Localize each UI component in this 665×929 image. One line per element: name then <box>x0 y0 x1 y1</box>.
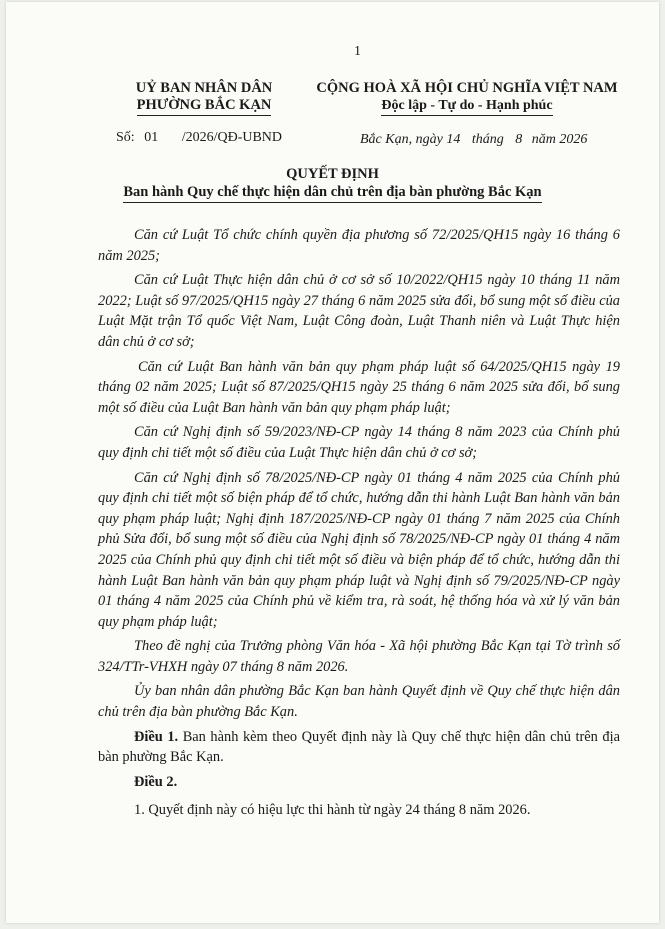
legal-basis-paragraph: Căn cứ Luật Tổ chức chính quyền địa phương số 72/2025/QH15 ngày 16 tháng 6 năm 2025; <box>98 227 620 264</box>
authority-line-1: UỶ BAN NHÂN DÂN <box>135 80 273 96</box>
legal-basis-paragraph: Căn cứ Luật Thực hiện dân chủ ở cơ sở số 10/2022/QH15 ngày 10 tháng 11 năm 2022; Luật số 97/2025/QH15 ngày 27 tháng 6 năm 2025 sửa đổi, bổ sung một số điều của Luật Mặt trận Tổ quốc Việt Nam, Luật Công đoàn, Luật Thanh niên và Luật Thực hiện dân chủ ở cơ sở; <box>98 272 620 350</box>
document-number <box>116 130 282 146</box>
document-body <box>98 225 620 825</box>
date-place: Bắc Kạn, ngày <box>360 132 443 147</box>
date-month: 8 <box>515 132 523 147</box>
country-name: CỘNG HOÀ XÃ HỘI CHỦ NGHĨA VIỆT NAM <box>316 80 618 96</box>
doc-number-suffix: /2026/QĐ-UBND <box>181 130 283 145</box>
article-1 <box>98 727 620 768</box>
proposal-paragraph: Theo đề nghị của Trưởng phòng Văn hóa - Xã hội phường Bắc Kạn tại Tờ trình số 324/TTr-VHXH ngày 07 tháng 8 năm 2026. <box>98 638 620 675</box>
subtitle-text: Ban hành Quy chế thực hiện dân chủ trên địa bàn phường Bắc Kạn <box>123 184 541 203</box>
legal-basis-paragraph: Căn cứ Nghị định số 78/2025/NĐ-CP ngày 01 tháng 4 năm 2025 của Chính phủ quy định chi tiết một số biện pháp để tổ chức, hướng dẫn thi hành Luật Ban hành văn bản quy phạm pháp luật; Nghị định 187/2025/NĐ-CP ngày 01 tháng 7 năm 2025 của Chính phủ Sửa đổi, bổ sung một số điều của Nghị định số 78/2025/NĐ-CP ngày 01 tháng 4 năm 2025 của Chính phủ quy định chi tiết một số điều và biện pháp để tổ chức, hướng dẫn thi hành Luật Ban hành văn bản quy phạm pháp luật và Nghị định số 79/2025/NĐ-CP ngày 01 tháng 4 năm 2025 của Chính phủ về kiểm tra, rà soát, hệ thống hóa và xử lý văn bản quy phạm pháp luật; <box>98 469 620 630</box>
legal-basis-paragraph: Căn cứ Nghị định số 59/2023/NĐ-CP ngày 14 tháng 8 năm 2023 của Chính phủ quy định chi tiết một số điều của Luật Thực hiện dân chủ ở cơ sở; <box>98 424 620 461</box>
document-title: QUYẾT ĐỊNH <box>286 166 379 182</box>
authority-line-2: PHƯỜNG BẮC KẠN <box>137 97 272 116</box>
date-year: 2026 <box>559 132 588 147</box>
article-2-item-1: 1. Quyết định này có hiệu lực thi hành từ ngày 24 tháng 8 năm 2026. <box>134 802 531 819</box>
article-1-label: Điều 1. <box>134 728 179 745</box>
issuing-authority <box>124 80 284 116</box>
motto: Độc lập - Tự do - Hạnh phúc <box>381 97 552 116</box>
decision-preamble: Ủy ban nhân dân phường Bắc Kạn ban hành Quyết định về Quy chế thực hiện dân chủ trên địa bàn phường Bắc Kạn. <box>98 683 620 721</box>
date-day: 14 <box>446 132 461 147</box>
issue-date <box>360 132 587 148</box>
doc-number-value: 01 <box>144 130 159 145</box>
page-number: 1 <box>354 44 361 59</box>
national-motto <box>306 80 628 116</box>
document-subtitle <box>6 184 659 203</box>
legal-basis-paragraph: Căn cứ Luật Ban hành văn bản quy phạm pháp luật số 64/2025/QH15 ngày 19 tháng 02 năm 2025; Luật số 87/2025/QH15 ngày 25 tháng 6 năm 2025 sửa đổi, bổ sung một số điều của Luật Ban hành văn bản quy phạm pháp luật; <box>98 358 620 416</box>
doc-number-label: Số: <box>116 130 135 145</box>
article-2-label: Điều 2. <box>134 773 178 790</box>
date-month-label: tháng <box>471 132 504 147</box>
date-year-label: năm <box>531 132 556 147</box>
article-1-text: Ban hành kèm theo Quyết định này là Quy chế thực hiện dân chủ trên địa bàn phường Bắc Kạn. <box>98 728 620 766</box>
document-page <box>6 2 659 923</box>
article-2 <box>98 772 620 793</box>
